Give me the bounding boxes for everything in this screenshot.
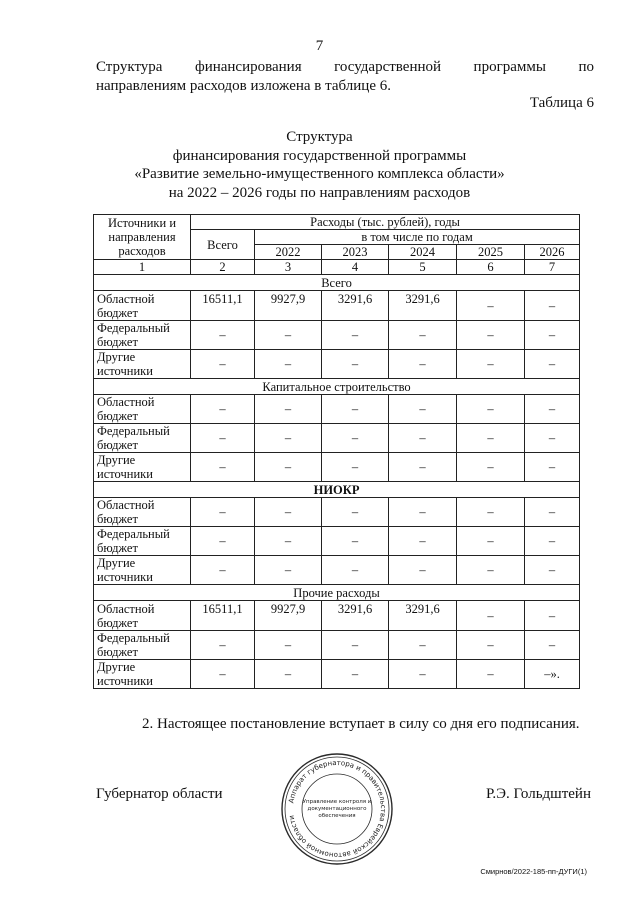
value-cell: 3291,6 bbox=[322, 291, 389, 321]
value-cell: – bbox=[322, 527, 389, 556]
footer-code: Смирнов/2022-185-пп-ДУГИ(1) bbox=[480, 867, 587, 876]
value-cell: –». bbox=[525, 660, 580, 689]
table-row bbox=[94, 601, 580, 631]
seal-inner-line-2: документационного bbox=[307, 806, 367, 812]
table-title-line-2: финансирования государственной программы bbox=[172, 147, 467, 164]
value-cell: – bbox=[389, 321, 457, 350]
table-title-line-3: «Развитие земельно-имущественного комплекса области» bbox=[134, 166, 505, 182]
source-cell: Другие источники bbox=[94, 350, 191, 379]
value-cell: – bbox=[457, 395, 525, 424]
financing-table bbox=[93, 214, 580, 689]
column-number: 5 bbox=[389, 260, 457, 275]
value-cell: 16511,1 bbox=[191, 291, 255, 321]
page-number: 7 bbox=[315, 38, 324, 54]
value-cell: – bbox=[525, 321, 580, 350]
value-cell: – bbox=[457, 527, 525, 556]
source-cell: Областной бюджет bbox=[94, 395, 191, 424]
decree-text: 2. Настоящее постановление вступает в силу со дня его подписания. bbox=[142, 716, 580, 732]
section-row bbox=[94, 275, 580, 291]
value-cell: – bbox=[525, 395, 580, 424]
table-row bbox=[94, 527, 580, 556]
section-title: Всего bbox=[94, 275, 580, 291]
value-cell: – bbox=[322, 395, 389, 424]
table-row bbox=[94, 350, 580, 379]
value-cell: – bbox=[322, 631, 389, 660]
value-cell: – bbox=[255, 631, 322, 660]
value-cell: 9927,9 bbox=[255, 601, 322, 631]
value-cell: – bbox=[525, 601, 580, 631]
value-cell: – bbox=[389, 631, 457, 660]
table-title-line-1: Структура bbox=[286, 129, 353, 145]
source-cell: Федеральный бюджет bbox=[94, 424, 191, 453]
table-row bbox=[94, 660, 580, 689]
value-cell: – bbox=[389, 556, 457, 585]
header-year: 2022 bbox=[255, 245, 322, 260]
value-cell: – bbox=[457, 631, 525, 660]
value-cell: – bbox=[255, 395, 322, 424]
value-cell: – bbox=[191, 453, 255, 482]
column-number: 7 bbox=[525, 260, 580, 275]
value-cell: – bbox=[191, 660, 255, 689]
value-cell: – bbox=[191, 498, 255, 527]
section-row bbox=[94, 482, 580, 498]
header-year: 2023 bbox=[322, 245, 389, 260]
column-number: 4 bbox=[322, 260, 389, 275]
signer-title: Губернатор области bbox=[96, 786, 223, 802]
source-cell: Областной бюджет bbox=[94, 291, 191, 321]
signer-name: Р.Э. Гольдштейн bbox=[485, 786, 591, 802]
table-row bbox=[94, 631, 580, 660]
value-cell: – bbox=[255, 556, 322, 585]
value-cell: – bbox=[457, 291, 525, 321]
header-year: 2025 bbox=[457, 245, 525, 260]
value-cell: – bbox=[457, 601, 525, 631]
source-cell: Областной бюджет bbox=[94, 601, 191, 631]
section-title: НИОКР bbox=[94, 482, 580, 498]
header-year: 2026 bbox=[525, 245, 580, 260]
value-cell: – bbox=[457, 660, 525, 689]
source-cell: Областной бюджет bbox=[94, 498, 191, 527]
value-cell: – bbox=[322, 350, 389, 379]
table-title bbox=[0, 128, 639, 202]
source-cell: Федеральный бюджет bbox=[94, 631, 191, 660]
value-cell: – bbox=[255, 453, 322, 482]
value-cell: – bbox=[191, 631, 255, 660]
value-cell: – bbox=[191, 527, 255, 556]
value-cell: – bbox=[525, 527, 580, 556]
header-expenses: Расходы (тыс. рублей), годы bbox=[191, 215, 580, 230]
value-cell: – bbox=[322, 498, 389, 527]
seal-outer-text: Аппарат губернатора и правительства Еврейской автономной области bbox=[287, 758, 388, 860]
value-cell: – bbox=[191, 424, 255, 453]
value-cell: – bbox=[525, 424, 580, 453]
value-cell: 3291,6 bbox=[389, 291, 457, 321]
value-cell: – bbox=[255, 498, 322, 527]
table-row bbox=[94, 395, 580, 424]
value-cell: – bbox=[525, 556, 580, 585]
table-label: Таблица 6 bbox=[529, 95, 594, 111]
value-cell: – bbox=[457, 321, 525, 350]
value-cell: – bbox=[389, 498, 457, 527]
official-seal bbox=[280, 752, 394, 866]
value-cell: – bbox=[191, 556, 255, 585]
value-cell: – bbox=[191, 395, 255, 424]
table-row bbox=[94, 424, 580, 453]
value-cell: – bbox=[457, 424, 525, 453]
value-cell: – bbox=[389, 527, 457, 556]
value-cell: – bbox=[389, 395, 457, 424]
value-cell: – bbox=[525, 631, 580, 660]
value-cell: – bbox=[322, 424, 389, 453]
column-number: 1 bbox=[94, 260, 191, 275]
value-cell: – bbox=[389, 424, 457, 453]
table-row bbox=[94, 291, 580, 321]
section-row bbox=[94, 585, 580, 601]
seal-inner-line-1: Управление контроля и bbox=[302, 799, 372, 805]
intro-line-2: направлениям расходов изложена в таблице 6. bbox=[96, 78, 391, 94]
header-total: Всего bbox=[191, 230, 255, 260]
value-cell: – bbox=[255, 321, 322, 350]
intro-line-1: Структура финансирования государственной программы по bbox=[96, 59, 594, 75]
value-cell: – bbox=[389, 453, 457, 482]
value-cell: – bbox=[322, 453, 389, 482]
section-row bbox=[94, 379, 580, 395]
column-number: 2 bbox=[191, 260, 255, 275]
value-cell: – bbox=[322, 556, 389, 585]
table-row bbox=[94, 556, 580, 585]
value-cell: – bbox=[525, 498, 580, 527]
source-cell: Другие источники bbox=[94, 660, 191, 689]
source-cell: Другие источники bbox=[94, 453, 191, 482]
header-sources: Источники и направления расходов bbox=[94, 215, 191, 260]
value-cell: – bbox=[457, 453, 525, 482]
value-cell: – bbox=[191, 321, 255, 350]
table-row bbox=[94, 498, 580, 527]
source-cell: Другие источники bbox=[94, 556, 191, 585]
value-cell: – bbox=[255, 350, 322, 379]
value-cell: – bbox=[525, 350, 580, 379]
header-year: 2024 bbox=[389, 245, 457, 260]
value-cell: – bbox=[255, 424, 322, 453]
value-cell: – bbox=[525, 291, 580, 321]
value-cell: – bbox=[389, 660, 457, 689]
value-cell: 16511,1 bbox=[191, 601, 255, 631]
value-cell: 9927,9 bbox=[255, 291, 322, 321]
value-cell: – bbox=[457, 556, 525, 585]
table-row bbox=[94, 453, 580, 482]
table-row bbox=[94, 321, 580, 350]
column-number: 3 bbox=[255, 260, 322, 275]
value-cell: – bbox=[255, 660, 322, 689]
section-title: Капитальное строительство bbox=[94, 379, 580, 395]
source-cell: Федеральный бюджет bbox=[94, 527, 191, 556]
value-cell: 3291,6 bbox=[389, 601, 457, 631]
value-cell: 3291,6 bbox=[322, 601, 389, 631]
value-cell: – bbox=[322, 321, 389, 350]
value-cell: – bbox=[389, 350, 457, 379]
value-cell: – bbox=[457, 498, 525, 527]
value-cell: – bbox=[255, 527, 322, 556]
value-cell: – bbox=[191, 350, 255, 379]
seal-inner-line-3: обеспечения bbox=[318, 813, 356, 819]
table-title-line-4: на 2022 – 2026 годы по направлениям расходов bbox=[168, 184, 471, 201]
value-cell: – bbox=[525, 453, 580, 482]
value-cell: – bbox=[322, 660, 389, 689]
source-cell: Федеральный бюджет bbox=[94, 321, 191, 350]
section-title: Прочие расходы bbox=[94, 585, 580, 601]
header-by-years: в том числе по годам bbox=[255, 230, 580, 245]
column-number: 6 bbox=[457, 260, 525, 275]
value-cell: – bbox=[457, 350, 525, 379]
